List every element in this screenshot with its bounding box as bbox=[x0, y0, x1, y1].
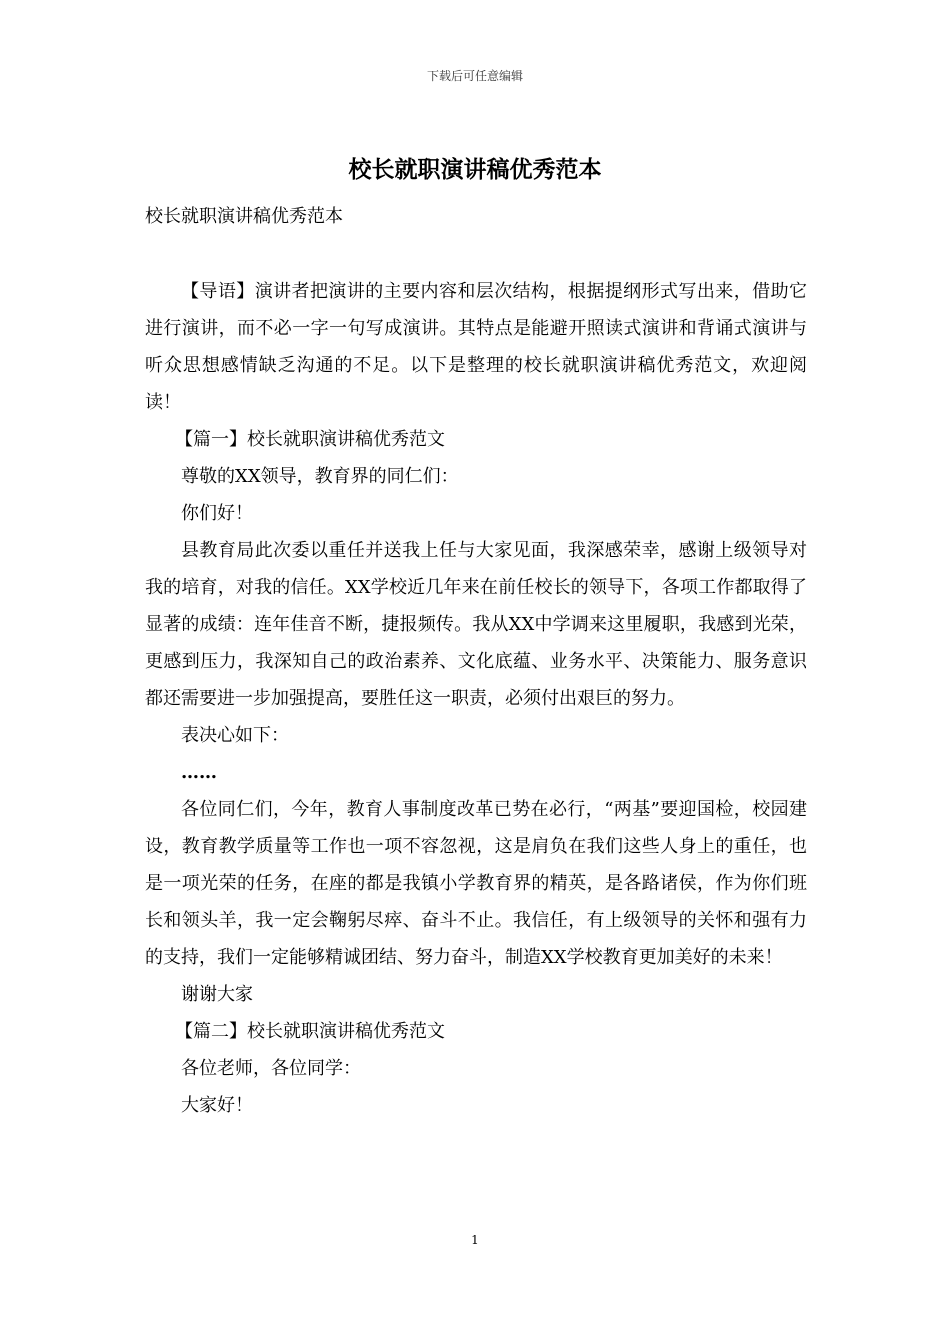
salutation-2: 各位老师，各位同学： bbox=[181, 1058, 361, 1079]
intro-paragraph: 【导语】演讲者把演讲的主要内容和层次结构，根据提纲形式写出来，借助它进行演讲，而不必一字一句写成演讲。其特点是能避开照读式演讲和背诵式演讲与听众思想感情缺乏沟通的不足。以下是整理的校长就职演讲稿优秀范文，欢迎阅读！ bbox=[145, 281, 807, 413]
body-paragraph-1: 县教育局此次委以重任并送我上任与大家见面，我深感荣幸，感谢上级领导对我的培育，对我的信任。XX学校近几年来在前任校长的领导下，各项工作都取得了显著的成绩：连年佳音不断，捷报频传。我从XX中学调来这里履职，我感到光荣，更感到压力，我深知自己的政治素养、文化底蕴、业务水平、决策能力、服务意识都还需要进一步加强提高，要胜任这一职责，必须付出艰巨的努力。 bbox=[145, 540, 807, 709]
section-heading-1: 【篇一】校长就职演讲稿优秀范文 bbox=[175, 429, 445, 450]
document-title: 校长就职演讲稿优秀范本 bbox=[348, 156, 602, 183]
document-body bbox=[145, 198, 807, 1124]
salutation-1: 尊敬的XX领导，教育界的同仁们： bbox=[181, 466, 459, 487]
section-heading-2: 【篇二】校长就职演讲稿优秀范文 bbox=[175, 1021, 445, 1042]
greeting-1: 你们好！ bbox=[181, 503, 253, 524]
ellipsis-line: …… bbox=[181, 762, 217, 783]
document-subtitle: 校长就职演讲稿优秀范本 bbox=[145, 206, 343, 227]
greeting-2: 大家好！ bbox=[181, 1095, 253, 1116]
page-number: 1 bbox=[471, 1233, 479, 1247]
header-note: 下载后可任意编辑 bbox=[426, 69, 523, 83]
closing-thanks: 谢谢大家 bbox=[181, 984, 253, 1005]
body-paragraph-2: 各位同仁们，今年，教育人事制度改革已势在必行，“两基”要迎国检，校园建设，教育教学质量等工作也一项不容忽视，这是肩负在我们这些人身上的重任，也是一项光荣的任务，在座的都是我镇小学教育界的精英，是各路诸侯，作为你们班长和领头羊，我一定会鞠躬尽瘁、奋斗不止。我信任，有上级领导的关怀和强有力的支持，我们一定能够精诚团结、努力奋斗，制造XX学校教育更加美好的未来！ bbox=[145, 799, 807, 968]
resolution-line: 表决心如下： bbox=[181, 725, 289, 746]
